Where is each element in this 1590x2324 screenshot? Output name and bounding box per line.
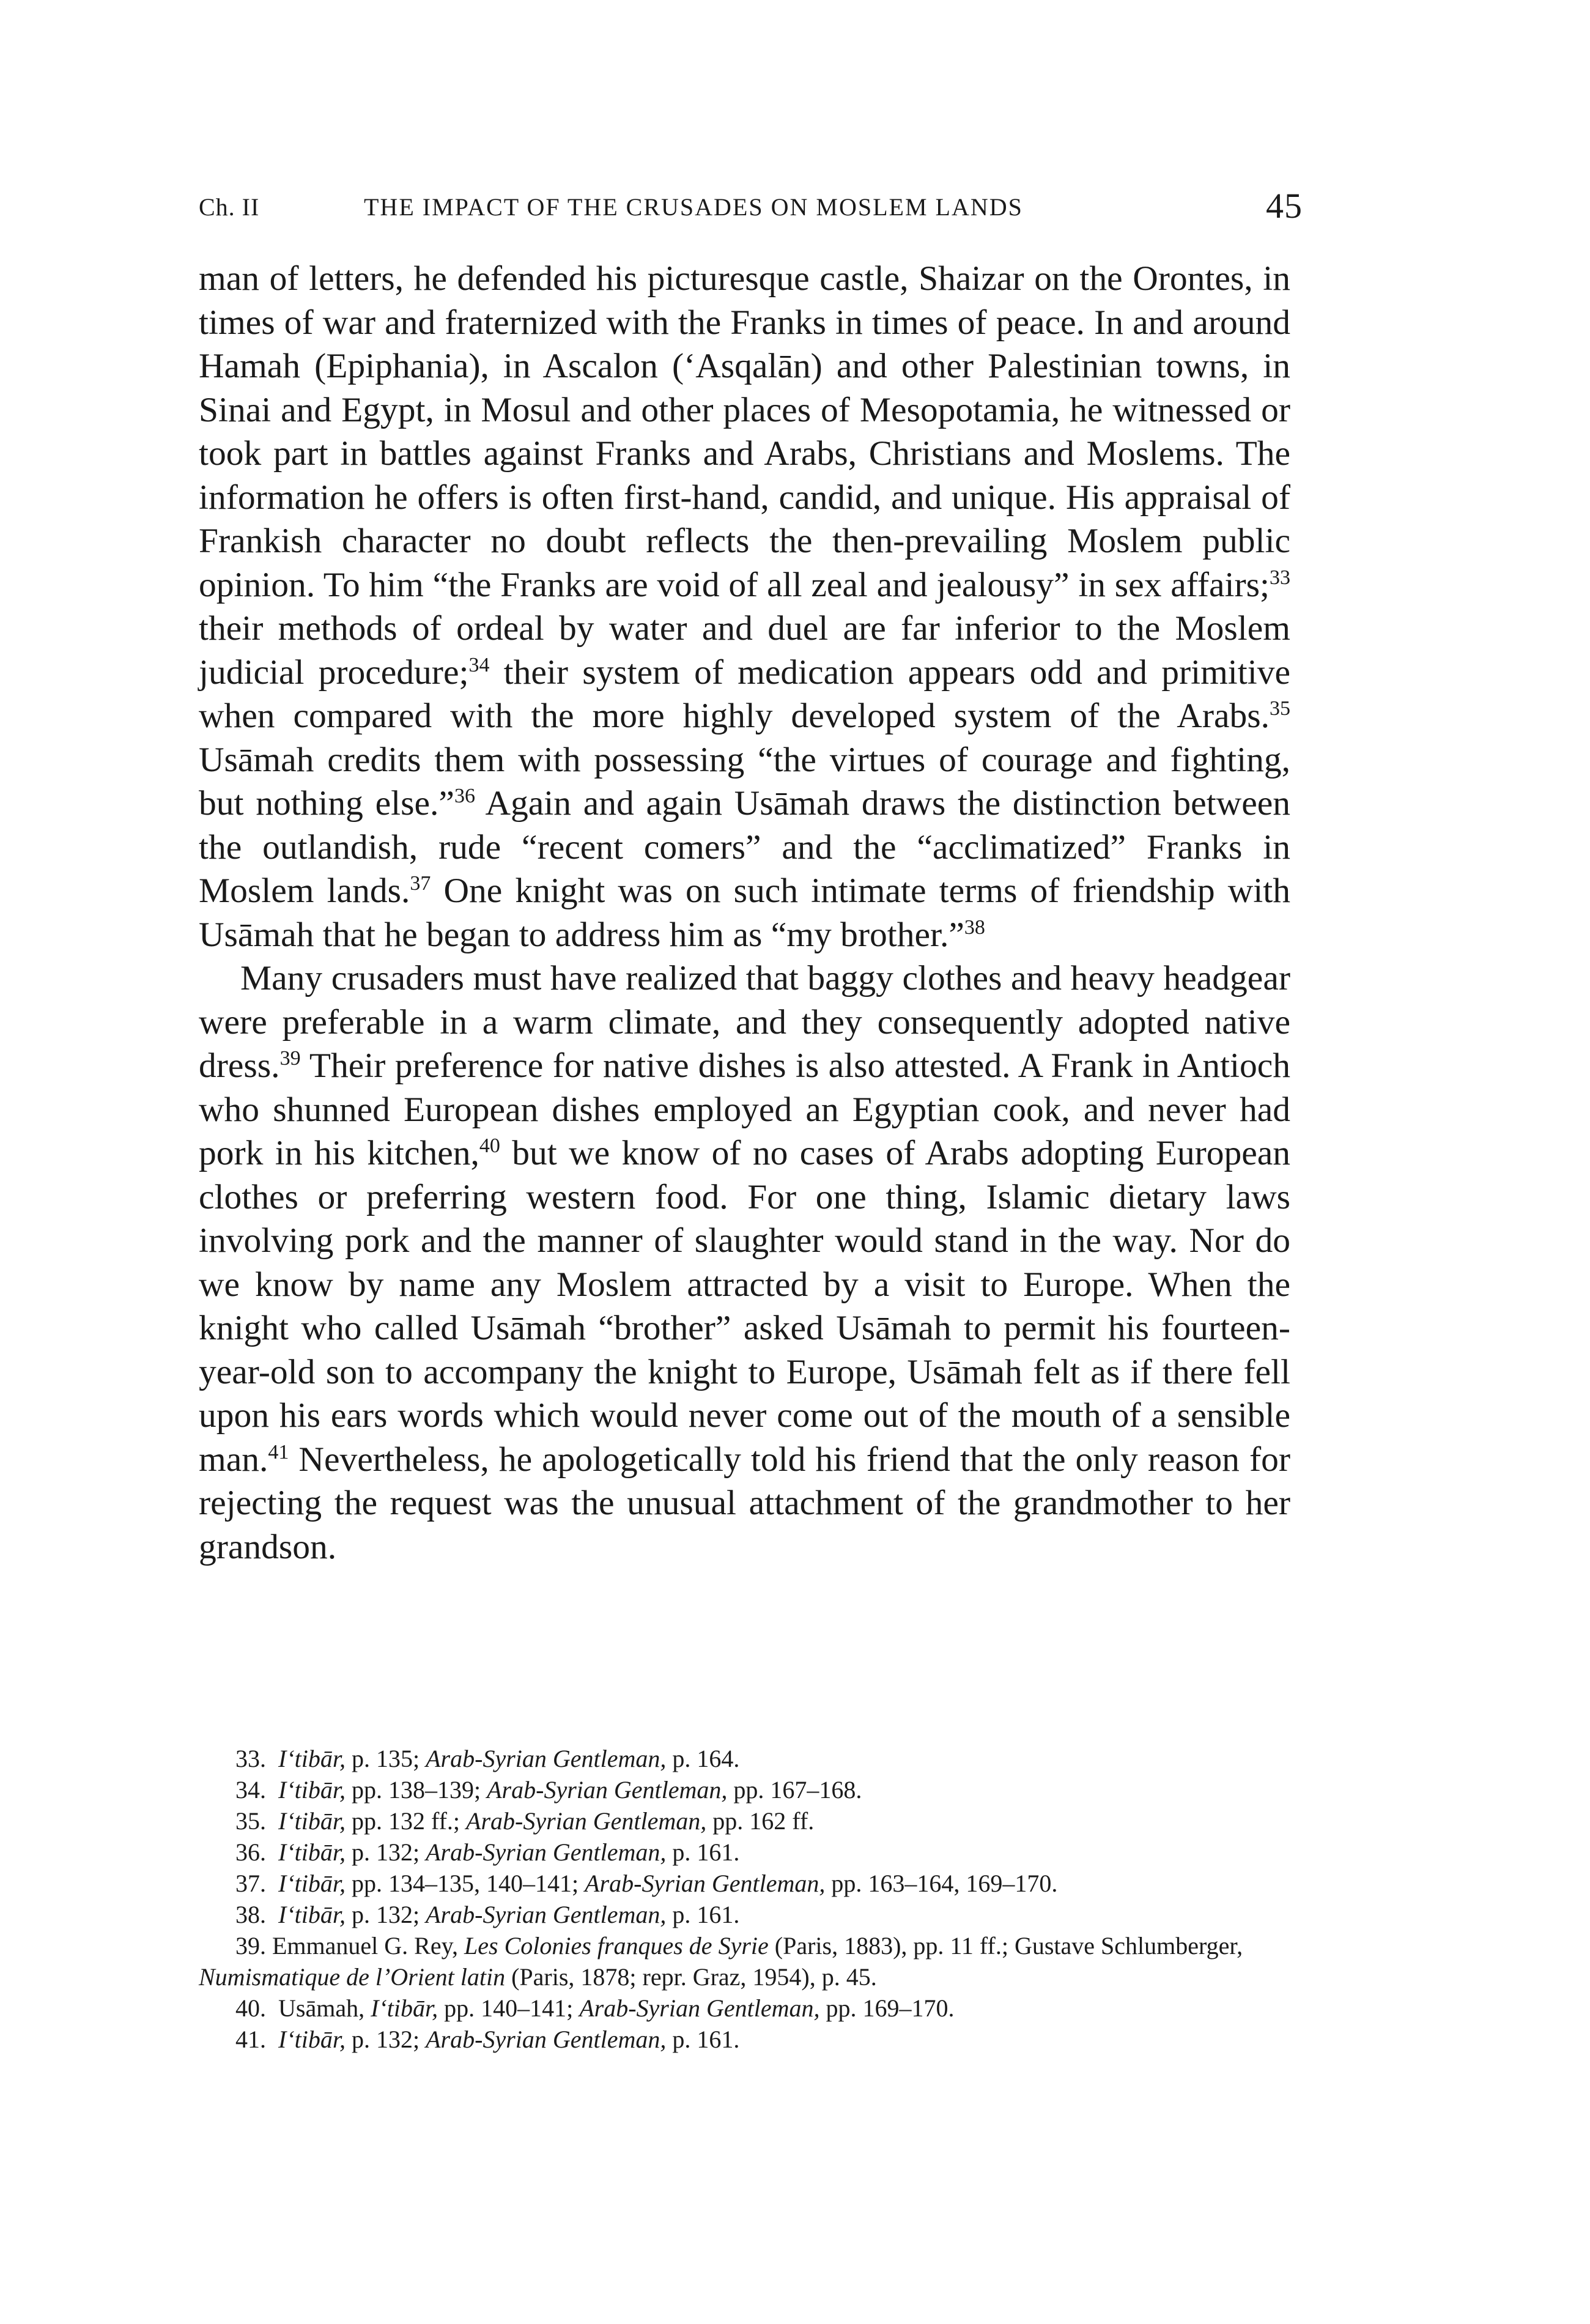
footnote-text: p. 164. — [666, 1745, 740, 1772]
work-title: I‘tibār, — [278, 1838, 346, 1866]
chapter-label: Ch. II — [199, 193, 260, 221]
main-text — [199, 257, 1290, 1569]
work-title: I‘tibār, — [278, 1870, 346, 1897]
footnote-text: p. 161. — [666, 1901, 740, 1928]
paragraph-text: man of letters, he defended his picturesque castle, Shaizar on the Orontes, in times of war and fraternized with the Franks in times of peace. In and around Hamah (Epiphania), in Ascalon (‘Asqalān) and other Palestinian towns, in Sinai and Egypt, in Mosul and other places of Mesopotamia, he witnessed or took part in battles against Franks and Arabs, Christians and Moslems. The information he offers is often first-hand, candid, and unique. His appraisal of Frankish character no doubt reflects the then-prevailing Moslem public opinion. To him “the Franks are void of all zeal and jealousy” in sex affairs; — [199, 259, 1290, 604]
footnote-number: 33. — [235, 1745, 266, 1772]
paragraph-text: Many crusaders must have realized that baggy clothes and heavy headgear were preferable in a warm climate, and they consequently adopted native dress. — [199, 959, 1290, 1085]
footnote-text: p. 132; — [346, 2026, 426, 2053]
footnote-ref-40: 40 — [479, 1134, 500, 1157]
footnote-ref-36: 36 — [454, 785, 475, 807]
footnote-text: pp. 132 ff.; — [346, 1807, 467, 1835]
footnote-text: pp. 134–135, 140–141; — [346, 1870, 585, 1897]
footnote-33 — [199, 1743, 1290, 1774]
work-title: Arab-Syrian Gentleman, — [426, 1745, 667, 1772]
footnote-36 — [199, 1837, 1290, 1868]
footnote-34 — [199, 1774, 1290, 1805]
paragraph-text: but we know of no cases of Arabs adopting European clothes or preferring western food. For one thing, Islamic dietary laws involving pork and the manner of slaughter would stand in the way. Nor do we know by name any Moslem attracted by a visit to Europe. When the knight who called Usāmah “brother” asked Usāmah to permit his fourteen-year-old son to accompany the knight to Europe, Usāmah felt as if there fell upon his ears words which would never come out of the mouth of a sensible man. — [199, 1134, 1291, 1479]
footnotes — [199, 1743, 1290, 2055]
footnote-number: 35. — [235, 1807, 266, 1835]
work-title: Arab-Syrian Gentleman, — [487, 1776, 728, 1804]
footnote-text: (Paris, 1878; repr. Graz, 1954), p. 45. — [505, 1963, 877, 1991]
footnote-ref-37: 37 — [410, 872, 431, 895]
footnote-39 — [199, 1930, 1290, 1993]
footnote-38 — [199, 1899, 1290, 1930]
footnote-number: 41. — [235, 2026, 266, 2053]
footnote-number: 40. — [235, 1994, 266, 2022]
footnote-number: 34. — [235, 1776, 266, 1804]
work-title: Arab-Syrian Gentleman, — [466, 1807, 707, 1835]
footnote-text: (Paris, 1883), pp. 11 ff.; Gustave Schlumberger, — [768, 1932, 1243, 1959]
paragraph-text: One knight was on such intimate terms of friendship with Usāmah that he began to address him as “my brother.” — [199, 871, 1290, 954]
footnote-40 — [199, 1993, 1290, 2024]
footnote-ref-33: 33 — [1270, 566, 1290, 589]
footnote-text: pp. 138–139; — [346, 1776, 487, 1804]
footnote-text: Emmanuel G. Rey, — [266, 1932, 465, 1959]
running-head — [199, 186, 1303, 242]
footnote-37 — [199, 1868, 1290, 1899]
footnote-text: pp. 163–164, 169–170. — [825, 1870, 1058, 1897]
footnote-number: 36. — [235, 1838, 266, 1866]
footnote-ref-34: 34 — [468, 653, 490, 676]
footnote-text: p. 132; — [346, 1838, 426, 1866]
work-title: I‘tibār, — [278, 1776, 346, 1804]
footnote-ref-38: 38 — [964, 916, 985, 939]
footnote-number: 37. — [235, 1870, 266, 1897]
footnote-ref-35: 35 — [1270, 697, 1290, 720]
footnote-text: pp. 140–141; — [438, 1994, 580, 2022]
work-title: Arab-Syrian Gentleman, — [426, 2026, 667, 2053]
page-number: 45 — [1266, 186, 1303, 226]
work-title: Numismatique de l’Orient latin — [199, 1963, 506, 1991]
paragraph-text: Their preference for native dishes is also attested. A Frank in Antioch who shunned European dishes employed an Egyptian cook, and never had pork in his kitchen, — [199, 1046, 1290, 1172]
footnote-text: p. 135; — [346, 1745, 426, 1772]
work-title: I‘tibār, — [278, 2026, 346, 2053]
work-title: Les Colonies franques de Syrie — [464, 1932, 769, 1959]
work-title: I‘tibār, — [278, 1807, 346, 1835]
paragraph-text: Usāmah credits them with possessing “the virtues of courage and fighting, but nothing else.” — [199, 740, 1290, 823]
footnote-text: pp. 162 ff. — [706, 1807, 815, 1835]
footnote-ref-41: 41 — [268, 1440, 289, 1464]
footnote-text: pp. 167–168. — [727, 1776, 862, 1804]
work-title: I‘tibār, — [278, 1901, 346, 1928]
footnote-number: 39. — [235, 1932, 266, 1959]
running-title: THE IMPACT OF THE CRUSADES ON MOSLEM LANDS — [364, 193, 1023, 221]
work-title: I‘tibār, — [278, 1745, 346, 1772]
work-title: Arab-Syrian Gentleman, — [426, 1838, 667, 1866]
footnote-text: p. 161. — [666, 2026, 740, 2053]
paragraph-text: their methods of ordeal by water and duel are far inferior to the Moslem judicial procedure; — [199, 609, 1290, 692]
work-title: Arab-Syrian Gentleman, — [426, 1901, 667, 1928]
paragraph-text: their system of medication appears odd and primitive when compared with the more highly developed system of the Arabs. — [199, 653, 1290, 735]
footnote-text: pp. 169–170. — [819, 1994, 955, 2022]
footnote-41 — [199, 2024, 1290, 2055]
work-title: I‘tibār, — [371, 1994, 438, 2022]
paragraph-text: Again and again Usāmah draws the distinction between the outlandish, rude “recent comers” and the “acclimatized” Franks in Moslem lands. — [199, 784, 1290, 910]
footnote-text: p. 132; — [346, 1901, 426, 1928]
footnote-number: 38. — [235, 1901, 266, 1928]
work-title: Arab-Syrian Gentleman, — [579, 1994, 820, 2022]
footnote-text: p. 161. — [666, 1838, 740, 1866]
footnote-35 — [199, 1805, 1290, 1837]
paragraph-text: Nevertheless, he apologetically told his friend that the only reason for rejecting the request was the unusual attachment of the grandmother to her grandson. — [199, 1440, 1290, 1566]
footnote-text: Usāmah, — [272, 1994, 371, 2022]
paragraph-2 — [199, 957, 1290, 1569]
paragraph-1 — [199, 257, 1290, 957]
work-title: Arab-Syrian Gentleman, — [585, 1870, 826, 1897]
footnote-ref-39: 39 — [279, 1047, 301, 1070]
